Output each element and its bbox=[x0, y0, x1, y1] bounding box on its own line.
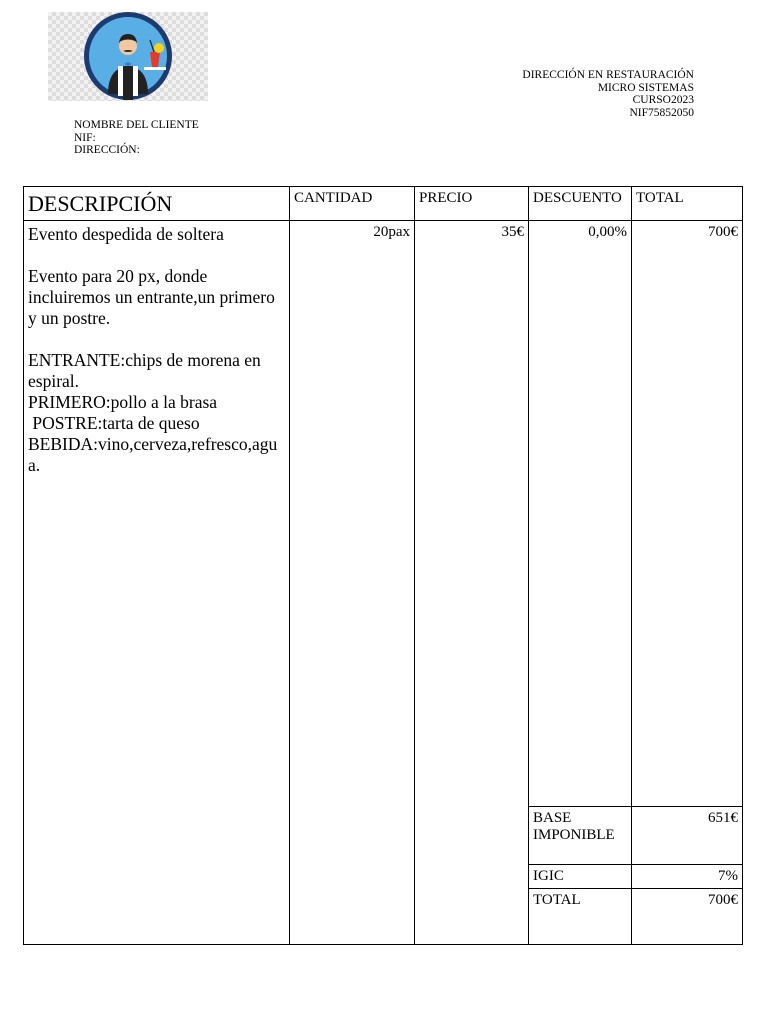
table-header-row bbox=[24, 187, 743, 221]
total-label: TOTAL bbox=[529, 889, 632, 945]
company-line-2: MICRO SISTEMAS bbox=[597, 81, 694, 94]
item-paragraph: Evento para 20 px, donde incluiremos un entrante,un primero y un postre. bbox=[28, 266, 280, 328]
client-info bbox=[74, 119, 199, 157]
header-price: PRECIO bbox=[415, 187, 529, 221]
igic-value: 7% bbox=[632, 865, 743, 889]
item-drink: BEBIDA:vino,cerveza,refresco,agua. bbox=[28, 434, 278, 475]
item-discount: 0,00% bbox=[529, 221, 632, 807]
item-description bbox=[24, 221, 290, 945]
company-line-1: DIRECCIÓN EN RESTAURACIÓN bbox=[522, 69, 694, 81]
table-row bbox=[24, 221, 743, 807]
igic-label: IGIC bbox=[529, 865, 632, 889]
company-info bbox=[522, 69, 694, 119]
company-line-4: NIF75852050 bbox=[629, 106, 694, 119]
client-address-label: DIRECCIÓN: bbox=[74, 144, 140, 156]
company-line-3: CURSO2023 bbox=[632, 94, 694, 106]
item-starter: ENTRANTE:chips de morena en espiral. bbox=[28, 350, 266, 391]
item-price: 35€ bbox=[415, 221, 529, 945]
item-first-course: PRIMERO:pollo a la brasa bbox=[28, 392, 218, 412]
waiter-icon bbox=[80, 12, 176, 102]
header-total: TOTAL bbox=[632, 187, 743, 221]
item-title: Evento despedida de soltera bbox=[28, 224, 224, 244]
item-dessert: POSTRE:tarta de queso bbox=[28, 413, 200, 433]
company-logo bbox=[48, 12, 208, 101]
invoice-table bbox=[23, 186, 743, 945]
base-imponible-label: BASE IMPONIBLE bbox=[529, 807, 632, 865]
header-description: DESCRIPCIÓN bbox=[24, 187, 290, 221]
header-quantity: CANTIDAD bbox=[290, 187, 415, 221]
item-total: 700€ bbox=[632, 221, 743, 807]
client-name-label: NOMBRE DEL CLIENTE bbox=[74, 119, 199, 131]
total-value: 700€ bbox=[632, 889, 743, 945]
header-discount: DESCUENTO bbox=[529, 187, 632, 221]
client-nif-label: NIF: bbox=[74, 131, 96, 144]
item-quantity: 20pax bbox=[290, 221, 415, 945]
base-imponible-value: 651€ bbox=[632, 807, 743, 865]
